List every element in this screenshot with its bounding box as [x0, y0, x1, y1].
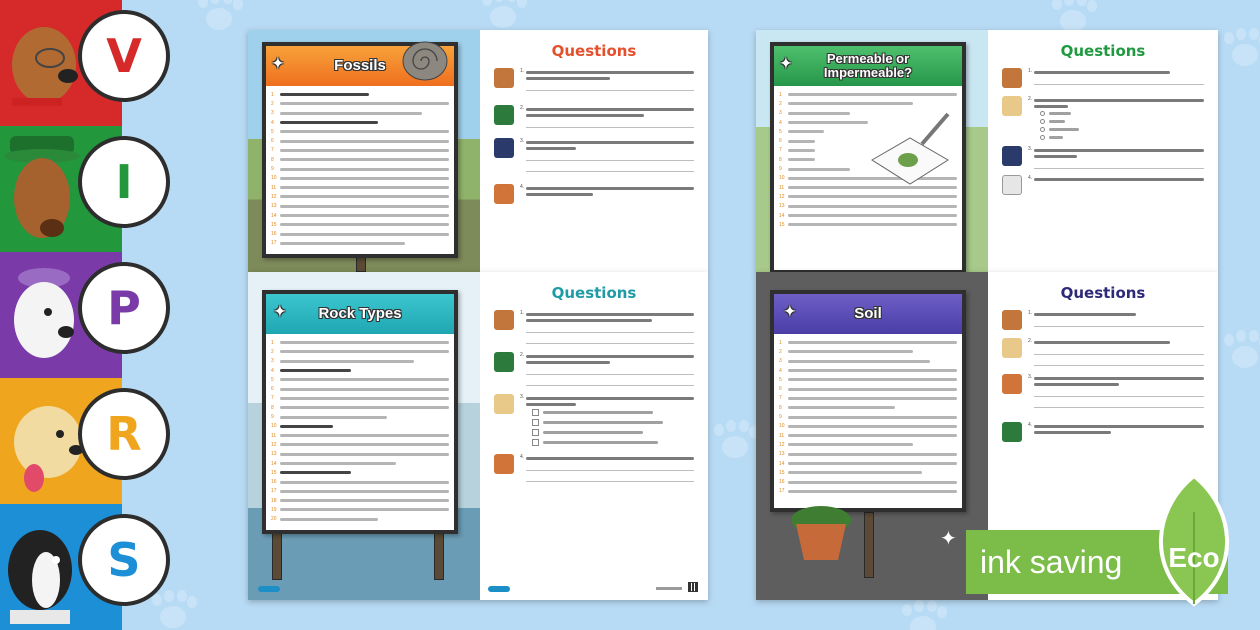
question-item: 2.	[1002, 338, 1204, 366]
question-item: 2.	[1002, 96, 1204, 140]
dog-avatar-icon	[494, 352, 514, 372]
dog-avatar-icon	[494, 310, 514, 330]
rock-types-reading-board	[262, 290, 458, 534]
question-item: 3.	[494, 138, 694, 172]
soil-questions-title: Questions	[1060, 284, 1146, 302]
soil-board-title: Soil	[854, 305, 882, 323]
fossils-questions-title: Questions	[551, 42, 637, 60]
vipers-letter-r: R	[78, 388, 170, 480]
dog-avatar-icon	[494, 184, 514, 204]
fossils-text-lines: 1 2 3 4 5 6 7 8 9 10 11 12 13 14 15 16 17	[266, 86, 454, 252]
rock-types-scene	[248, 272, 480, 600]
paw-print-decoration	[1222, 330, 1260, 370]
vipers-letter-v: V	[78, 10, 170, 102]
ink-saving-eco-badge	[966, 472, 1260, 608]
dog-avatar-icon	[494, 394, 514, 414]
vipers-letter-s: S	[78, 514, 170, 606]
rock-types-questions-panel	[480, 272, 708, 600]
dog-avatar-icon	[494, 454, 514, 474]
paw-print-decoration	[900, 600, 946, 630]
worksheet-card-rock-types	[248, 272, 708, 600]
question-item: 2.	[494, 352, 694, 386]
soil-reading-board	[770, 290, 966, 512]
dog-avatar-icon	[1002, 146, 1022, 166]
vipers-strip	[0, 0, 142, 630]
soil-board-header: ✦ Soil	[774, 294, 962, 334]
paw-print-decoration	[1050, 0, 1096, 34]
dog-character-image	[4, 136, 84, 246]
eco-leaf-icon	[1150, 472, 1238, 608]
dog-avatar-icon	[494, 105, 514, 125]
rock-types-board-header: ✦ Rock Types	[266, 294, 454, 334]
permeable-questions-panel	[988, 30, 1218, 272]
dog-avatar-icon	[1002, 68, 1022, 88]
question-item: 3.	[494, 394, 694, 446]
soil-scene: ✦ Soil 1 2 3 4 5 6 7 8 9 10 11 12 13 14 15 16 17 ✦	[756, 272, 988, 600]
question-item: 3.	[1002, 146, 1204, 169]
permeable-scene	[756, 30, 988, 272]
paw-print-decoration	[1222, 28, 1260, 68]
question-item: 1.	[1002, 310, 1204, 330]
question-item: 1.	[494, 310, 694, 344]
fossils-scene	[248, 30, 480, 272]
dog-avatar-icon	[1002, 422, 1022, 442]
paper-and-pipette-icon	[862, 108, 954, 192]
ink-saving-label: ink saving	[980, 543, 1123, 580]
question-item: 1.	[494, 68, 694, 91]
vipers-letter-i: I	[78, 136, 170, 228]
fossils-reading-board	[262, 42, 458, 258]
fossils-board-header: ✦ Fossils	[266, 46, 454, 86]
dog-avatar-icon	[494, 68, 514, 88]
worksheet-card-permeable	[756, 30, 1218, 272]
permeable-questions-title: Questions	[1060, 42, 1146, 60]
question-item: 4.	[1002, 422, 1204, 442]
dog-avatar-icon	[494, 138, 514, 158]
question-item: 4.	[494, 184, 694, 204]
dog-character-image	[4, 262, 84, 372]
permeable-board-header: ✦ Permeable or Impermeable?	[774, 46, 962, 86]
question-item: 4.	[494, 454, 694, 482]
question-item: 1.	[1002, 68, 1204, 88]
permeable-text-lines: 1 2 3 4 5 6 7 8 9 10 11 12 13 14 15	[774, 86, 962, 233]
permeable-board-title: Permeable or Impermeable?	[823, 51, 913, 80]
dog-avatar-icon	[1002, 374, 1022, 394]
dog-avatar-icon	[1002, 338, 1022, 358]
question-item: 4.	[1002, 175, 1204, 195]
paw-print-decoration	[196, 0, 242, 32]
permeable-reading-board	[770, 42, 966, 272]
rock-types-questions-title: Questions	[551, 284, 637, 302]
rock-types-text-lines: 1 2 3 4 5 6 7 8 9 10 11 12 13 14 15 16 17 18 19 20	[266, 334, 454, 528]
plant-pot-icon	[786, 504, 856, 562]
eco-label: Eco	[1168, 542, 1220, 573]
vipers-letter-p: P	[78, 262, 170, 354]
question-item: 3.	[1002, 374, 1204, 408]
question-item: 2.	[494, 105, 694, 128]
dog-avatar-icon	[1002, 310, 1022, 330]
worksheet-card-fossils	[248, 30, 708, 272]
dog-avatar-icon	[1002, 175, 1022, 195]
dog-character-image	[4, 388, 84, 498]
rock-types-board-title: Rock Types	[318, 305, 402, 323]
paw-print-decoration	[712, 420, 758, 460]
soil-text-lines: 1 2 3 4 5 6 7 8 9 10 11 12 13 14 15 16 17	[774, 334, 962, 500]
paw-print-decoration	[480, 0, 526, 30]
dog-character-image	[4, 10, 84, 120]
fossils-board-title: Fossils	[334, 57, 386, 75]
dog-avatar-icon	[1002, 96, 1022, 116]
paw-print-decoration	[150, 590, 196, 630]
dog-character-image	[4, 514, 84, 624]
ammonite-fossil-icon	[402, 40, 448, 82]
fossils-questions-panel	[480, 30, 708, 272]
